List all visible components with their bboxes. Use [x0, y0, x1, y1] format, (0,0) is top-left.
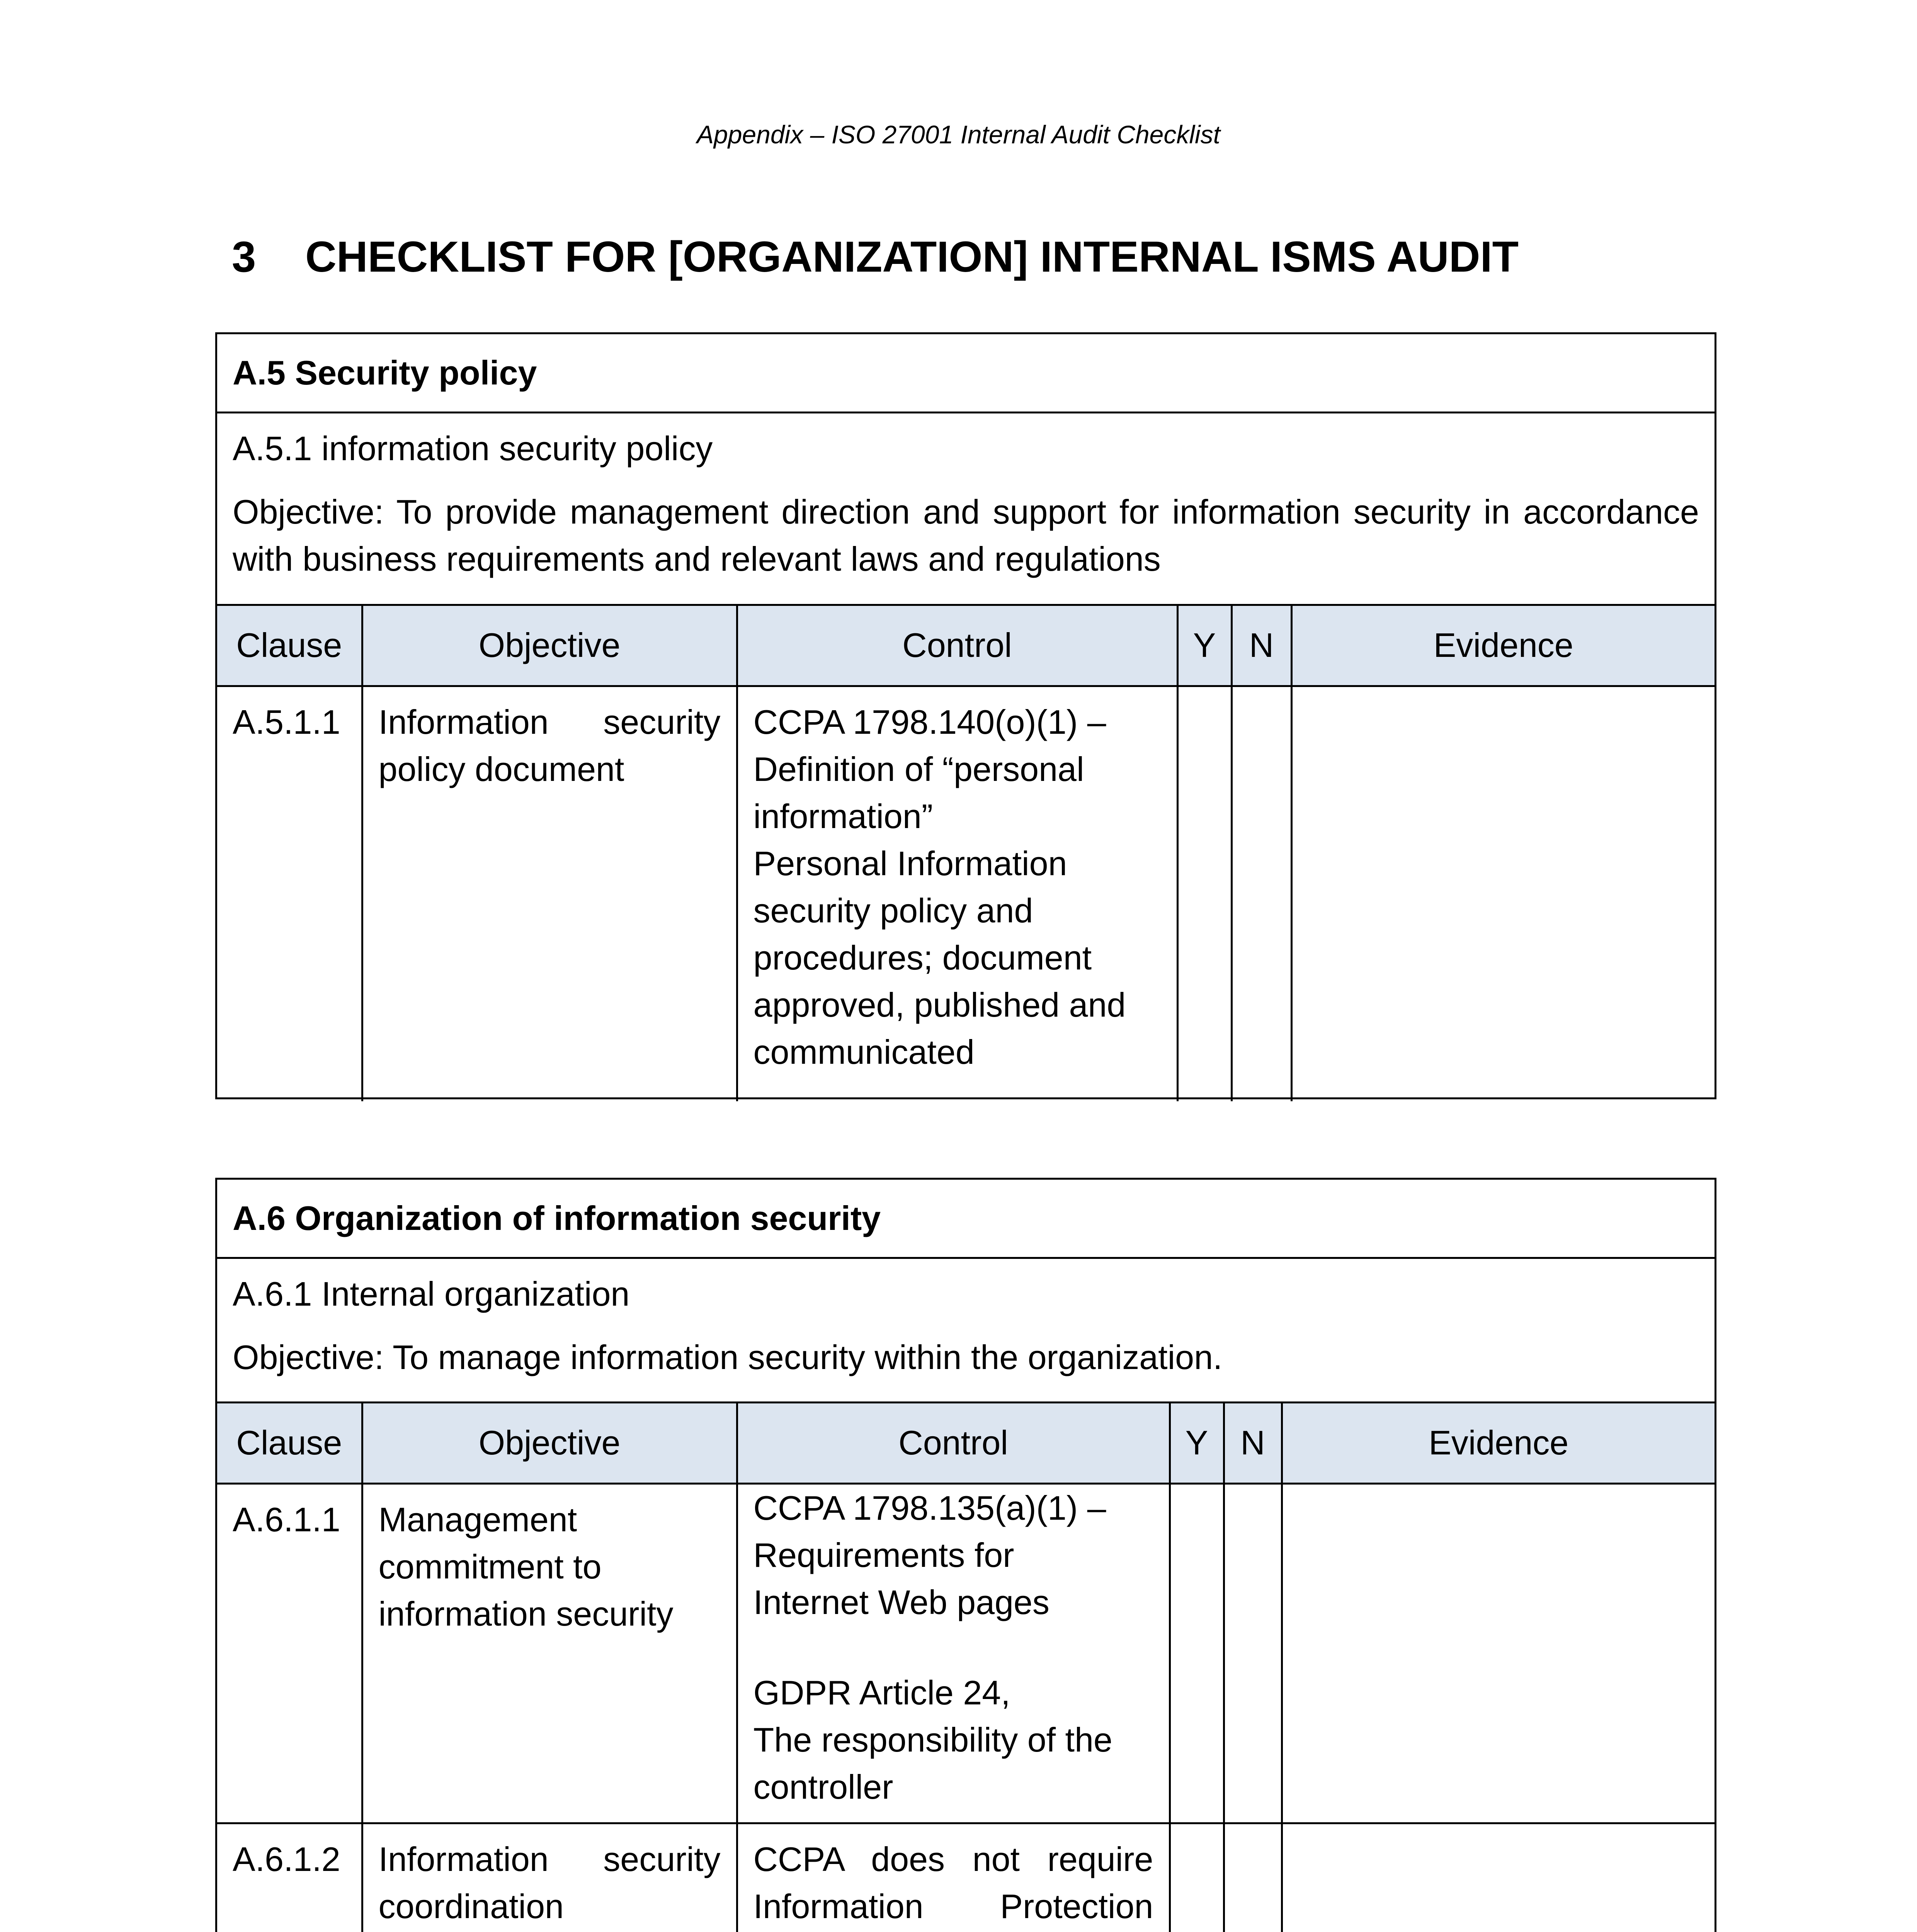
table-row [217, 1483, 1715, 1823]
control-line: CCPA 1798.140(o)(1) – [753, 702, 1106, 741]
card-subtitle: A.5.1 information security policy [233, 429, 713, 468]
table-row [217, 1823, 1715, 1932]
no-checkbox-cell[interactable] [1224, 1823, 1282, 1932]
section-number: 3 [232, 233, 256, 281]
objective-cell: Information security policy document [362, 686, 737, 1101]
control-line: approved, published and [753, 985, 1126, 1024]
checklist-card-a5 [215, 332, 1716, 1099]
column-header-y: Y [1177, 606, 1232, 686]
control-line: Requirements for [753, 1536, 1014, 1574]
yes-checkbox-cell[interactable] [1170, 1483, 1224, 1823]
card-title: A.5 Security policy [217, 334, 1715, 413]
column-header-control: Control [737, 606, 1177, 686]
control-line: GDPR Article 24, [753, 1673, 1010, 1712]
clause-cell: A.6.1.1 [217, 1483, 362, 1823]
card-title: A.6 Organization of information security [217, 1180, 1715, 1259]
yes-checkbox-cell[interactable] [1177, 686, 1232, 1101]
control-cell [737, 686, 1177, 1101]
column-header-evidence: Evidence [1291, 606, 1715, 686]
column-header-objective: Objective [362, 1403, 737, 1483]
control-line: Internet Web pages [753, 1583, 1050, 1621]
no-checkbox-cell[interactable] [1232, 686, 1291, 1101]
checklist-table [217, 1403, 1715, 1932]
column-header-objective: Objective [362, 606, 737, 686]
section-title [232, 232, 1739, 282]
column-header-n: N [1232, 606, 1291, 686]
card-subtitle: A.6.1 Internal organization [233, 1275, 630, 1313]
evidence-cell[interactable] [1282, 1483, 1715, 1823]
clause-cell: A.6.1.2 [217, 1823, 362, 1932]
evidence-cell[interactable] [1282, 1823, 1715, 1932]
control-cell [737, 1483, 1170, 1823]
column-header-clause: Clause [217, 606, 362, 686]
objective-cell [362, 1483, 737, 1823]
column-header-evidence: Evidence [1282, 1403, 1715, 1483]
table-row [217, 686, 1715, 1101]
control-cell [737, 1823, 1170, 1932]
control-line: communicated [753, 1032, 975, 1071]
control-line: Definition of “personal [753, 750, 1084, 788]
control-line: security policy and [753, 891, 1033, 930]
evidence-cell[interactable] [1291, 686, 1715, 1101]
objective-line: Management [378, 1500, 577, 1539]
card-intro [217, 1259, 1715, 1403]
control-line: procedures; document [753, 938, 1092, 977]
control-paragraph: CCPA does not require Information Protection [753, 1840, 1153, 1925]
card-intro [217, 413, 1715, 606]
control-line: controller [753, 1767, 893, 1806]
checklist-card-a6 [215, 1178, 1716, 1932]
card-objective: Objective: To manage information security within the organization. [233, 1338, 1223, 1376]
section-heading: CHECKLIST FOR [ORGANIZATION] INTERNAL ISMS AUDIT [305, 233, 1519, 281]
checklist-table [217, 606, 1715, 1101]
card-objective: Objective: To provide management direction and support for information security in accordance with business requirements and relevant laws and regulations [233, 493, 1699, 578]
column-header-n: N [1224, 1403, 1282, 1483]
running-header: Appendix – ISO 27001 Internal Audit Checklist [696, 120, 1221, 149]
objective-cell: Information security coordination [362, 1823, 737, 1932]
control-line: The responsibility of the [753, 1720, 1112, 1759]
yes-checkbox-cell[interactable] [1170, 1823, 1224, 1932]
table-header-row [217, 606, 1715, 686]
objective-line: information security [378, 1594, 674, 1633]
control-line: information” [753, 797, 933, 835]
column-header-clause: Clause [217, 1403, 362, 1483]
table-header-row [217, 1403, 1715, 1483]
objective-line: commitment to [378, 1547, 602, 1586]
column-header-control: Control [737, 1403, 1170, 1483]
column-header-y: Y [1170, 1403, 1224, 1483]
control-line: Personal Information [753, 844, 1067, 883]
control-line: CCPA 1798.135(a)(1) – [753, 1488, 1106, 1527]
clause-cell: A.5.1.1 [217, 686, 362, 1101]
no-checkbox-cell[interactable] [1224, 1483, 1282, 1823]
